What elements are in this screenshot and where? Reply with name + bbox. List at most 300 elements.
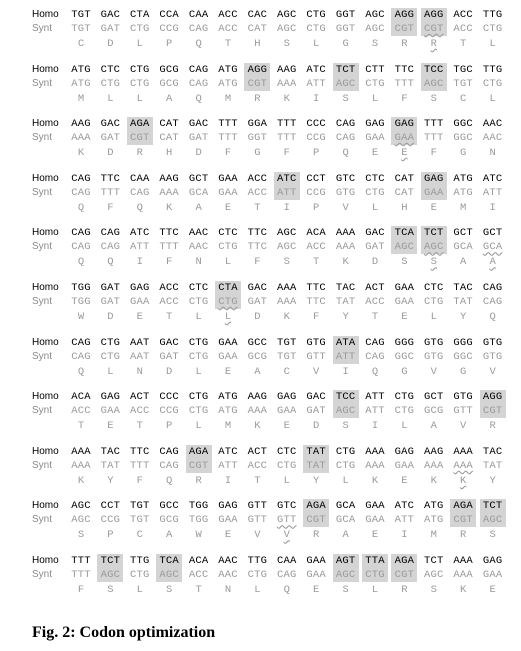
- amino-acid: L: [254, 584, 261, 596]
- synt-codon: AGC: [333, 77, 359, 91]
- amino-acid: P: [313, 201, 320, 214]
- synt-codon: CTG: [188, 296, 209, 308]
- synt-codon: CGT: [303, 513, 329, 527]
- homo-codon: TCT: [333, 63, 359, 77]
- synt-codon: AAA: [453, 459, 473, 472]
- amino-acid: G: [460, 365, 467, 378]
- homo-codon: GAG: [130, 282, 150, 294]
- amino-acid: E: [283, 420, 290, 433]
- homo-codon: AAC: [188, 227, 209, 240]
- synt-codon: GTG: [335, 186, 356, 199]
- amino-acid: Q: [136, 201, 143, 214]
- amino-acid: D: [166, 365, 173, 378]
- synt-codon: GAT: [100, 132, 121, 145]
- amino-acid: I: [313, 92, 320, 105]
- amino-acid: I: [224, 474, 232, 487]
- amino-acid: K: [342, 256, 349, 269]
- homo-codon: CTT: [365, 63, 385, 76]
- amino-acid: Q: [77, 201, 85, 214]
- homo-codon: ATG: [453, 172, 473, 185]
- homo-codon: TAC: [335, 282, 356, 294]
- homo-codon: CTG: [306, 9, 326, 21]
- synt-codon: ATT: [306, 77, 326, 90]
- amino-acid: S: [342, 92, 349, 105]
- synt-codon: TAT: [453, 296, 473, 308]
- alignment-block: [0, 499, 521, 547]
- homo-codon: ACC: [159, 282, 179, 294]
- amino-acid: V: [430, 365, 437, 378]
- homo-codon: TGT: [130, 500, 150, 513]
- homo-codon: CAT: [394, 172, 415, 185]
- synt-codon: AGC: [277, 23, 297, 35]
- amino-acid: L: [371, 92, 379, 105]
- homo-label: Homo: [32, 391, 59, 403]
- amino-acid: W: [77, 311, 85, 323]
- homo-codon: ACT: [365, 282, 385, 294]
- homo-codon: CTG: [188, 391, 209, 404]
- alignment-block: [0, 281, 521, 329]
- homo-codon: CAA: [188, 9, 209, 21]
- synt-codon: ATT: [482, 186, 503, 199]
- synt-codon: ACC: [247, 186, 268, 199]
- amino-acid: V: [342, 201, 349, 214]
- synt-codon: CTG: [130, 569, 150, 581]
- amino-acid: E: [224, 201, 232, 214]
- synt-codon: ATG: [218, 77, 238, 90]
- synt-codon: GCA: [188, 186, 209, 199]
- synt-codon: ACC: [130, 405, 150, 418]
- amino-acid: V: [283, 529, 290, 542]
- amino-acid: R: [401, 38, 408, 50]
- amino-acid: L: [430, 311, 437, 323]
- amino-acid: I: [283, 201, 290, 214]
- amino-acid: S: [430, 92, 437, 105]
- synt-codon: GAT: [247, 296, 268, 308]
- synt-codon: CTG: [188, 405, 209, 418]
- homo-codon: TGT: [277, 336, 297, 349]
- synt-codon: ATT: [130, 241, 150, 254]
- amino-acid: R: [489, 420, 496, 433]
- homo-codon: GCC: [159, 500, 179, 513]
- amino-acid: R: [401, 584, 408, 596]
- homo-codon: AGC: [277, 9, 297, 21]
- amino-acid: Q: [77, 256, 85, 269]
- synt-label: Synt: [32, 186, 53, 198]
- synt-label: Synt: [32, 132, 53, 144]
- homo-codon: GAA: [365, 500, 385, 513]
- homo-codon: CTC: [218, 227, 238, 240]
- homo-codon: AGA: [450, 499, 476, 513]
- amino-acid: L: [371, 201, 379, 214]
- homo-label: Homo: [32, 445, 59, 457]
- homo-codon: CAG: [365, 336, 385, 349]
- amino-acid: G: [401, 365, 408, 378]
- synt-codon: CGT: [450, 513, 476, 527]
- amino-acid: F: [107, 201, 114, 214]
- amino-acid: A: [342, 529, 349, 542]
- synt-codon: ACC: [365, 296, 385, 308]
- synt-codon: CTG: [247, 569, 268, 581]
- synt-codon: GAA: [218, 350, 238, 363]
- synt-codon: TTT: [424, 132, 444, 145]
- amino-acid: N: [224, 584, 232, 596]
- synt-codon: GGC: [453, 132, 473, 145]
- synt-codon: AGC: [71, 514, 91, 527]
- alignment-block: [0, 390, 521, 438]
- homo-codon: AAG: [159, 172, 179, 185]
- synt-codon: TTT: [71, 569, 91, 581]
- homo-codon: AAT: [130, 336, 150, 349]
- homo-codon: CAG: [335, 118, 356, 131]
- synt-codon: TAT: [482, 459, 503, 472]
- homo-codon: TAC: [453, 282, 473, 294]
- amino-acid: K: [254, 420, 261, 433]
- amino-acid: F: [283, 147, 290, 160]
- synt-codon: CGT: [186, 459, 212, 473]
- homo-codon: AGC: [365, 9, 385, 21]
- homo-codon: TAC: [100, 445, 121, 458]
- amino-acid: S: [371, 38, 379, 50]
- amino-acid: D: [371, 256, 379, 269]
- amino-acid: E: [371, 529, 379, 542]
- alignment-block: [0, 117, 521, 165]
- amino-acid: S: [166, 584, 173, 596]
- amino-acid: Y: [489, 474, 496, 487]
- amino-acid: L: [195, 420, 202, 433]
- homo-codon: CAA: [277, 555, 297, 567]
- homo-codon: TTA: [362, 554, 388, 568]
- amino-acid: G: [460, 147, 467, 160]
- alignment-block: [0, 63, 521, 111]
- amino-acid: Q: [107, 256, 114, 269]
- amino-acid: A: [430, 420, 437, 433]
- synt-codon: GTT: [247, 514, 268, 527]
- homo-codon: CTC: [277, 445, 297, 458]
- synt-codon: CTG: [362, 568, 388, 582]
- synt-codon: GAT: [100, 296, 121, 308]
- synt-codon: AAC: [482, 132, 503, 145]
- homo-codon: ATG: [218, 63, 238, 76]
- amino-acid: D: [254, 311, 261, 323]
- synt-codon: CAG: [100, 241, 121, 254]
- homo-codon: AAA: [71, 445, 91, 458]
- amino-acid: S: [77, 529, 85, 542]
- amino-acid: N: [136, 365, 143, 378]
- amino-acid: Q: [195, 38, 202, 50]
- synt-codon: ATT: [394, 514, 415, 527]
- amino-acid: L: [136, 584, 143, 596]
- amino-acid: R: [313, 529, 320, 542]
- synt-codon: CGT: [244, 77, 270, 91]
- homo-codon: CAT: [159, 118, 179, 131]
- homo-codon: GAG: [100, 391, 121, 404]
- amino-acid: S: [283, 256, 290, 269]
- homo-codon: CTG: [130, 63, 150, 76]
- synt-codon: AGC: [277, 241, 297, 254]
- homo-codon: GCT: [482, 227, 503, 240]
- homo-codon: AGT: [333, 554, 359, 568]
- amino-acid: M: [224, 420, 232, 433]
- synt-codon: AGC: [365, 23, 385, 35]
- amino-acid: K: [166, 201, 173, 214]
- homo-codon: AAA: [365, 445, 385, 458]
- amino-acid: K: [430, 474, 437, 487]
- homo-codon: ATC: [274, 172, 300, 186]
- synt-codon: TGT: [71, 23, 91, 35]
- homo-codon: GAG: [394, 445, 415, 458]
- amino-acid: L: [136, 38, 143, 50]
- synt-codon: CAG: [335, 132, 356, 145]
- amino-acid: P: [107, 529, 114, 542]
- homo-label: Homo: [32, 9, 59, 20]
- homo-codon: TTT: [71, 555, 91, 567]
- amino-acid: E: [401, 147, 408, 160]
- homo-codon: AAA: [277, 282, 297, 294]
- synt-label: Synt: [32, 23, 53, 34]
- synt-codon: ACC: [71, 405, 91, 418]
- homo-codon: GGA: [247, 118, 268, 131]
- synt-codon: TGT: [130, 514, 150, 527]
- synt-codon: AGC: [391, 240, 417, 254]
- amino-acid: T: [254, 201, 261, 214]
- homo-codon: CTC: [100, 63, 121, 76]
- synt-codon: CAG: [188, 23, 209, 35]
- synt-codon: GAA: [421, 186, 447, 200]
- synt-codon: GAA: [218, 186, 238, 199]
- homo-codon: AAA: [335, 227, 356, 240]
- synt-label: Synt: [32, 296, 53, 307]
- synt-codon: TAT: [100, 459, 121, 472]
- homo-codon: TTC: [394, 63, 415, 76]
- amino-acid: T: [224, 38, 232, 50]
- homo-codon: CAG: [71, 227, 91, 240]
- synt-codon: GAA: [391, 131, 417, 145]
- homo-codon: GTG: [453, 391, 473, 404]
- homo-codon: CAG: [482, 282, 503, 294]
- amino-acid: S: [401, 256, 408, 269]
- synt-codon: TTT: [130, 459, 150, 472]
- synt-codon: TGT: [277, 350, 297, 363]
- synt-codon: CAT: [394, 186, 415, 199]
- homo-codon: TTG: [247, 555, 268, 567]
- homo-label: Homo: [32, 500, 59, 512]
- amino-acid: M: [77, 92, 85, 105]
- homo-codon: TCA: [391, 226, 417, 240]
- synt-codon: CAG: [159, 459, 179, 472]
- amino-acid: I: [342, 365, 349, 378]
- amino-acid: L: [489, 38, 496, 50]
- homo-codon: TTT: [424, 118, 444, 131]
- synt-codon: GCA: [335, 514, 356, 527]
- homo-codon: GGG: [453, 336, 473, 349]
- homo-codon: TAC: [482, 445, 503, 458]
- synt-codon: CCG: [306, 186, 326, 199]
- synt-codon: GGT: [247, 132, 268, 145]
- amino-acid: L: [195, 311, 202, 323]
- synt-codon: CGT: [421, 22, 447, 36]
- synt-codon: CAG: [365, 350, 385, 363]
- alignment-block: [0, 8, 521, 56]
- homo-codon: ATC: [130, 227, 150, 240]
- homo-codon: GAG: [421, 172, 447, 186]
- homo-codon: ATC: [218, 445, 238, 458]
- amino-acid: S: [107, 584, 114, 596]
- homo-codon: CCC: [159, 391, 179, 404]
- homo-codon: AAA: [453, 555, 473, 567]
- amino-acid: D: [107, 38, 114, 50]
- homo-codon: CAG: [188, 63, 209, 76]
- homo-codon: ATC: [482, 172, 503, 185]
- amino-acid: M: [460, 201, 467, 214]
- amino-acid: Q: [77, 365, 85, 378]
- homo-codon: ACA: [306, 227, 326, 240]
- synt-codon: GAA: [130, 296, 150, 308]
- synt-codon: CTG: [218, 241, 238, 254]
- homo-codon: ATA: [333, 336, 359, 350]
- amino-acid: L: [224, 311, 232, 323]
- amino-acid: V: [254, 529, 261, 542]
- synt-codon: CTG: [215, 295, 241, 309]
- amino-acid: F: [401, 92, 408, 105]
- amino-acid: L: [224, 256, 232, 269]
- synt-codon: GAA: [277, 405, 297, 418]
- homo-codon: TGC: [453, 63, 473, 76]
- amino-acid: Q: [166, 474, 173, 487]
- amino-acid: G: [342, 38, 349, 50]
- homo-codon: TGG: [71, 282, 91, 294]
- homo-codon: GAC: [188, 118, 209, 131]
- amino-acid: M: [430, 529, 437, 542]
- homo-codon: ATC: [394, 500, 415, 513]
- synt-codon: GAA: [482, 569, 503, 581]
- amino-acid: C: [283, 365, 290, 378]
- synt-codon: ACC: [188, 569, 209, 581]
- amino-acid: F: [166, 256, 173, 269]
- homo-codon: TTT: [277, 118, 297, 131]
- synt-codon: AGC: [333, 568, 359, 582]
- homo-codon: TTG: [482, 63, 503, 76]
- synt-codon: ATG: [71, 77, 91, 90]
- homo-codon: ACA: [71, 391, 91, 404]
- synt-codon: AAT: [130, 350, 150, 363]
- synt-codon: ATG: [424, 514, 444, 527]
- amino-acid: E: [313, 584, 320, 596]
- amino-acid: E: [401, 474, 408, 487]
- amino-acid: S: [342, 420, 349, 433]
- homo-codon: CTC: [365, 172, 385, 185]
- synt-codon: TTC: [247, 241, 268, 254]
- amino-acid: L: [283, 474, 290, 487]
- amino-acid: G: [254, 147, 261, 160]
- homo-codon: ATT: [365, 391, 385, 404]
- synt-codon: CTG: [188, 350, 209, 363]
- synt-codon: AAC: [188, 241, 209, 254]
- synt-codon: CCG: [306, 132, 326, 145]
- homo-codon: AGC: [277, 227, 297, 240]
- homo-codon: CAG: [100, 227, 121, 240]
- homo-codon: AGG: [391, 8, 417, 22]
- alignment-block: [0, 172, 521, 220]
- amino-acid: L: [107, 365, 114, 378]
- amino-acid: C: [77, 38, 85, 50]
- amino-acid: E: [401, 311, 408, 323]
- homo-label: Homo: [32, 555, 59, 566]
- homo-codon: CTG: [188, 336, 209, 349]
- amino-acid: L: [489, 92, 496, 105]
- synt-label: Synt: [32, 405, 53, 417]
- synt-codon: TTT: [277, 132, 297, 145]
- homo-codon: GCC: [247, 336, 268, 349]
- homo-codon: CAA: [130, 172, 150, 185]
- homo-codon: CAC: [247, 9, 268, 21]
- amino-acid: L: [313, 38, 320, 50]
- alignment-block: [0, 554, 521, 602]
- homo-codon: TCT: [424, 555, 444, 567]
- amino-acid: A: [166, 529, 173, 542]
- synt-codon: CAT: [159, 132, 179, 145]
- synt-codon: CCG: [159, 405, 179, 418]
- homo-codon: GAA: [218, 336, 238, 349]
- homo-codon: ATG: [71, 63, 91, 76]
- homo-codon: CTG: [394, 391, 415, 404]
- synt-codon: CTG: [365, 77, 385, 90]
- synt-codon: ATT: [333, 350, 359, 364]
- homo-codon: GCT: [453, 227, 473, 240]
- homo-codon: AGG: [244, 63, 270, 77]
- amino-acid: E: [224, 529, 232, 542]
- amino-acid: H: [254, 38, 261, 50]
- amino-acid: L: [195, 365, 202, 378]
- homo-codon: TGG: [188, 500, 209, 513]
- homo-codon: GTT: [247, 500, 268, 513]
- homo-codon: GAC: [100, 118, 121, 131]
- synt-codon: CTG: [130, 23, 150, 35]
- synt-codon: CGT: [391, 568, 417, 582]
- homo-codon: GTC: [335, 172, 356, 185]
- amino-acid: A: [489, 256, 496, 269]
- synt-codon: TTT: [100, 186, 121, 199]
- synt-codon: GAA: [394, 296, 415, 308]
- amino-acid: T: [166, 311, 173, 323]
- synt-codon: CAG: [188, 77, 209, 90]
- homo-codon: CAG: [71, 172, 91, 185]
- homo-codon: TCT: [480, 499, 506, 513]
- homo-codon: GAA: [218, 172, 238, 185]
- amino-acid: F: [136, 474, 143, 487]
- synt-codon: AAA: [71, 132, 91, 145]
- amino-acid: K: [77, 147, 85, 160]
- synt-codon: CAG: [71, 350, 91, 363]
- synt-codon: CTG: [100, 77, 121, 90]
- homo-codon: TTT: [218, 118, 238, 131]
- amino-acid: N: [195, 256, 202, 269]
- homo-codon: GAC: [159, 336, 179, 349]
- amino-acid: I: [401, 529, 408, 542]
- homo-codon: GCT: [188, 172, 209, 185]
- homo-codon: TTG: [130, 555, 150, 567]
- homo-label: Homo: [32, 118, 59, 130]
- homo-codon: AAG: [247, 391, 268, 404]
- homo-codon: ACC: [218, 9, 238, 21]
- synt-codon: ACC: [453, 23, 473, 35]
- synt-codon: GAA: [394, 459, 415, 472]
- homo-codon: AAG: [71, 118, 91, 131]
- synt-codon: CTG: [130, 77, 150, 90]
- synt-codon: AGC: [480, 513, 506, 527]
- synt-codon: CAG: [71, 241, 91, 254]
- amino-acid: V: [489, 365, 496, 378]
- homo-codon: TTC: [130, 445, 150, 458]
